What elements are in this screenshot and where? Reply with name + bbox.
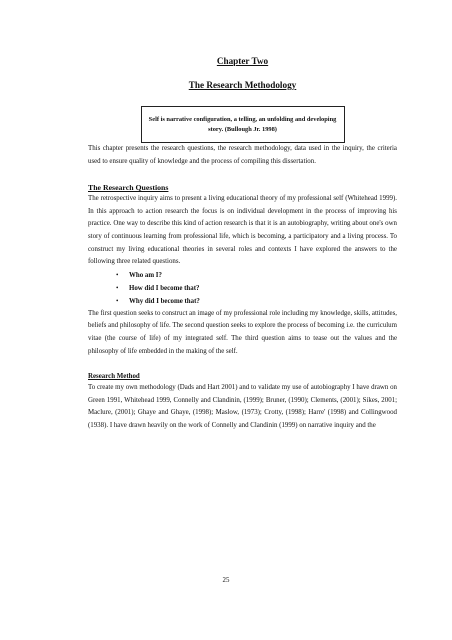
research-method-heading: Research Method: [88, 373, 140, 381]
bullet-icon: •: [116, 297, 119, 305]
intro-paragraph: This chapter presents the research questions, the research methodology, data used in the inquiry, the criteria used to ensure quality of knowledge and the process of compiling this dissertation.: [88, 145, 397, 165]
list-item: [116, 282, 397, 295]
bullet-icon: •: [116, 271, 119, 279]
question-text: Who am I?: [129, 271, 162, 279]
research-questions-heading: The Research Questions: [88, 183, 169, 193]
questions-list: [88, 269, 397, 308]
page-content: [88, 56, 397, 433]
question-text: How did I become that?: [129, 284, 200, 292]
questions-followup-paragraph: The first question seeks to construct an image of my professional role including my knowledge, skills, attitudes, beliefs and philosophy of life. The second question seeks to explore the process of becoming i.e. the curriculum vitae (the course of life) of my integrated self. The third question aims to tease out the values and the philosophy of life embedded in the making of the self.: [88, 309, 397, 355]
research-method-paragraph: To create my own methodology (Dads and Hart 2001) and to validate my use of autobiography I have drawn on Green 1991, Whitehead 1999, Connelly and Clandinin, (1999); Bruner, (1990); Clements, (2001); Sikes, 2001; Maclure, (2001); Ghaye and Ghaye, (1998); Maslow, (1973); Crotty, (1998); Harre' (1998) and Collingwood (1938). I have drawn heavily on the work of Connelly and Clandinin (1999) on narrative inquiry and the: [88, 384, 397, 429]
question-text: Why did I become that?: [129, 297, 200, 305]
chapter-title: Chapter Two: [216, 56, 269, 66]
bullet-icon: •: [116, 284, 119, 292]
page-number: 25: [222, 577, 230, 584]
research-questions-paragraph: The retrospective inquiry aims to present a living educational theory of my professional self (Whitehead 1999). In this approach to action research the focus is on individual development in the process of improving his practice. One way to describe this kind of action research is that it is an autobiography, writing about one's own story of continuous learning from professional life, which is becoming, a participatory and a living process. To construct my living educational theories in several roles and contexts I have explored the answers to the following three related questions.: [88, 195, 397, 266]
list-item: [116, 295, 397, 308]
chapter-subtitle: The Research Methodology: [188, 80, 297, 90]
epigraph-box: Self is narrative configuration, a telling, an unfolding and developing story. (Bullough Jr. 1998): [141, 106, 345, 143]
list-item: [116, 269, 397, 282]
